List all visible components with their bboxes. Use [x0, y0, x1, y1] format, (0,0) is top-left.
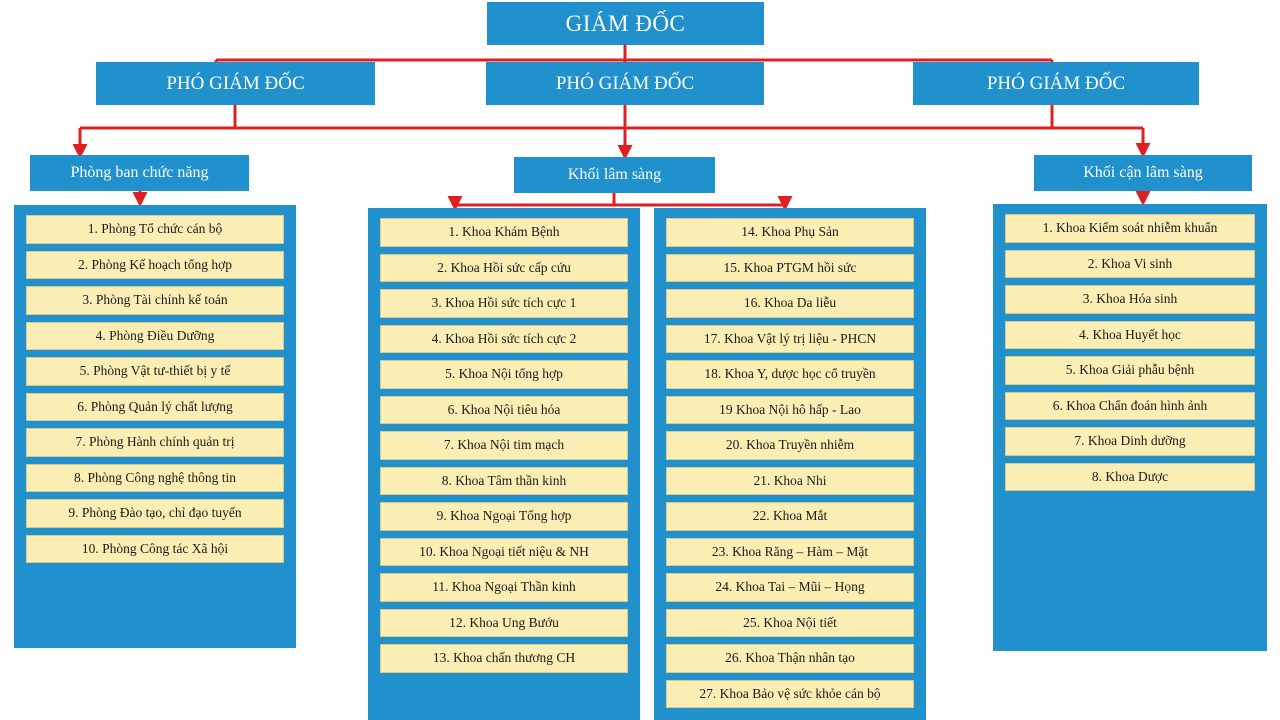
panel-phong-ban-chuc-nang — [14, 205, 296, 648]
list-item[interactable]: 2. Phòng Kế hoạch tổng hợp — [26, 251, 284, 280]
node-deputy-1[interactable] — [96, 62, 375, 105]
list-item[interactable]: 3. Khoa Hồi sức tích cực 1 — [380, 289, 628, 318]
node-group-khoi-can-lam-sang-label: Khối cận lâm sàng — [1083, 164, 1203, 181]
list-item[interactable]: 9. Khoa Ngoại Tổng hợp — [380, 502, 628, 531]
list-item[interactable]: 6. Khoa Chẩn đoán hình ảnh — [1005, 392, 1255, 421]
list-item[interactable]: 21. Khoa Nhi — [666, 467, 914, 496]
list-item[interactable]: 4. Khoa Hồi sức tích cực 2 — [380, 325, 628, 354]
list-item[interactable]: 22. Khoa Mắt — [666, 502, 914, 531]
node-deputy-1-label: PHÓ GIÁM ĐỐC — [166, 72, 305, 94]
node-group-phong-ban-chuc-nang[interactable] — [30, 155, 249, 191]
node-group-khoi-can-lam-sang[interactable] — [1034, 155, 1252, 191]
node-group-khoi-lam-sang-label: Khối lâm sàng — [567, 166, 662, 183]
list-item[interactable]: 8. Khoa Tâm thần kinh — [380, 467, 628, 496]
node-deputy-3[interactable] — [913, 62, 1199, 105]
list-item[interactable]: 10. Khoa Ngoại tiết niệu & NH — [380, 538, 628, 567]
list-item[interactable]: 23. Khoa Răng – Hàm – Mặt — [666, 538, 914, 567]
list-item[interactable]: 5. Khoa Giải phẫu bệnh — [1005, 356, 1255, 385]
list-item[interactable]: 17. Khoa Vật lý trị liệu - PHCN — [666, 325, 914, 354]
list-item[interactable]: 8. Khoa Dược — [1005, 463, 1255, 492]
list-item[interactable]: 18. Khoa Y, dược học cổ truyền — [666, 360, 914, 389]
node-group-khoi-lam-sang[interactable] — [514, 157, 715, 193]
list-item[interactable]: 16. Khoa Da liễu — [666, 289, 914, 318]
list-item[interactable]: 15. Khoa PTGM hồi sức — [666, 254, 914, 283]
list-item[interactable]: 12. Khoa Ung Bướu — [380, 609, 628, 638]
list-item[interactable]: 3. Phòng Tài chính kế toán — [26, 286, 284, 315]
list-item[interactable]: 8. Phòng Công nghệ thông tin — [26, 464, 284, 493]
list-item[interactable]: 4. Khoa Huyết học — [1005, 321, 1255, 350]
list-item[interactable]: 11. Khoa Ngoại Thần kinh — [380, 573, 628, 602]
node-deputy-2[interactable] — [486, 62, 764, 105]
list-item[interactable]: 27. Khoa Bảo vệ sức khỏe cán bộ — [666, 680, 914, 709]
list-item[interactable]: 1. Khoa Khám Bệnh — [380, 218, 628, 247]
list-item[interactable]: 7. Khoa Dinh dưỡng — [1005, 427, 1255, 456]
list-item[interactable]: 2. Khoa Vi sinh — [1005, 250, 1255, 279]
list-item[interactable]: 1. Phòng Tổ chức cán bộ — [26, 215, 284, 244]
list-item[interactable]: 7. Phòng Hành chính quản trị — [26, 428, 284, 457]
list-item[interactable]: 5. Khoa Nội tổng hợp — [380, 360, 628, 389]
panel-khoi-lam-sang-2 — [654, 208, 926, 720]
node-director-label: GIÁM ĐỐC — [565, 10, 686, 36]
node-group-phong-ban-chuc-nang-label: Phòng ban chức năng — [70, 164, 209, 181]
list-item[interactable]: 5. Phòng Vật tư-thiết bị y tế — [26, 357, 284, 386]
list-item[interactable]: 20. Khoa Truyền nhiễm — [666, 431, 914, 460]
panel-khoi-lam-sang-1 — [368, 208, 640, 720]
node-deputy-2-label: PHÓ GIÁM ĐỐC — [555, 72, 695, 94]
list-item[interactable]: 6. Phòng Quản lý chất lượng — [26, 393, 284, 422]
list-item[interactable]: 26. Khoa Thận nhân tạo — [666, 644, 914, 673]
list-item[interactable]: 25. Khoa Nội tiết — [666, 609, 914, 638]
list-item[interactable]: 13. Khoa chấn thương CH — [380, 644, 628, 673]
panel-khoi-can-lam-sang — [993, 204, 1267, 651]
list-item[interactable]: 7. Khoa Nội tim mạch — [380, 431, 628, 460]
list-item[interactable]: 3. Khoa Hóa sinh — [1005, 285, 1255, 314]
list-item[interactable]: 9. Phòng Đào tạo, chỉ đạo tuyến — [26, 499, 284, 528]
node-director[interactable] — [487, 2, 764, 45]
list-item[interactable]: 14. Khoa Phụ Sản — [666, 218, 914, 247]
node-deputy-3-label: PHÓ GIÁM ĐỐC — [986, 72, 1126, 94]
list-item[interactable]: 2. Khoa Hồi sức cấp cứu — [380, 254, 628, 283]
list-item[interactable]: 6. Khoa Nội tiêu hóa — [380, 396, 628, 425]
list-item[interactable]: 24. Khoa Tai – Mũi – Họng — [666, 573, 914, 602]
list-item[interactable]: 10. Phòng Công tác Xã hội — [26, 535, 284, 564]
list-item[interactable]: 19 Khoa Nội hô hấp - Lao — [666, 396, 914, 425]
list-item[interactable]: 4. Phòng Điều Dưỡng — [26, 322, 284, 351]
list-item[interactable]: 1. Khoa Kiểm soát nhiễm khuẩn — [1005, 214, 1255, 243]
